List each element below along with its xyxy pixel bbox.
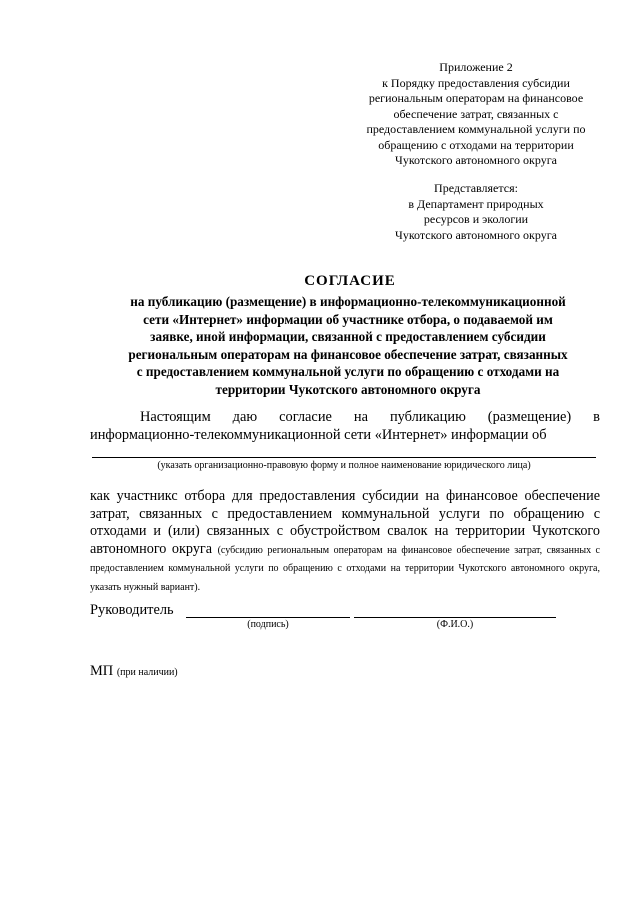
subtitle-line: региональным операторам на финансовое обеспечение затрат, связанных [128, 346, 568, 362]
consent-word: в [593, 409, 600, 425]
appendix-line: предоставлением коммунальной услуги по [366, 122, 586, 136]
consent-word: даю [232, 409, 258, 425]
organization-name-field[interactable] [92, 457, 596, 458]
subtitle-line: заявке, иной информации, связанной с предоставлением субсидии [150, 329, 546, 344]
consent-second-line: информационно-телекоммуникационной сети «Интернет» информации об [90, 427, 547, 443]
stamp-note: (при наличии) [116, 667, 178, 678]
consent-paragraph [90, 408, 600, 444]
appendix-line: Приложение 2 [439, 60, 513, 74]
addressee-line: ресурсов и экологии [423, 212, 529, 226]
document-subtitle [88, 293, 608, 398]
addressee-line: в Департамент природных [408, 196, 544, 211]
subtitle-line: сети «Интернет» информации об участнике отбора, о подаваемой им [143, 311, 553, 327]
stamp-label: МП [90, 663, 114, 679]
consent-word: публикацию [389, 409, 466, 425]
participant-text: как участникс отбора для предоставления субсидии на финансовое обеспечение затрат, связанных с предоставлением коммунальной услуги по обращению с отходами и (или) связанных с обустройством свалок на территории Чукотского автономного округа [90, 488, 600, 557]
appendix-line: к Порядку предоставления субсидии [382, 75, 570, 90]
signature-caption: (подпись) [247, 619, 289, 630]
addressee-block [352, 181, 600, 243]
addressee-line: Чукотского автономного округа [395, 227, 557, 242]
stamp-place [90, 663, 178, 680]
subtitle-line: территории Чукотского автономного округа [215, 381, 481, 397]
full-name-caption: (Ф.И.О.) [436, 619, 474, 630]
appendix-line: региональным операторам на финансовое [368, 91, 584, 105]
participant-note: (субсидию региональным операторам на финансовое обеспечение затрат, связанных с предоставлением коммунальной услуги по обращению с отходами на территории Чукотского автономного округа, указать нужный вариант). [90, 544, 600, 593]
consent-first-line [90, 408, 600, 426]
consent-word: (размещение) [487, 409, 572, 425]
addressee-line: Представляется: [434, 181, 518, 195]
signature-field[interactable] [186, 617, 350, 618]
head-label: Руководитель [90, 602, 174, 618]
appendix-block [352, 60, 600, 169]
organization-caption: (указать организационно-правовую форму и полное наименование юридического лица) [157, 460, 531, 471]
appendix-line: обращению с отходами на территории [378, 137, 574, 152]
document-title: СОГЛАСИЕ [304, 273, 396, 289]
participant-paragraph [90, 488, 600, 596]
full-name-field[interactable] [354, 617, 556, 618]
consent-word: Настоящим [140, 409, 211, 425]
consent-word: на [353, 409, 368, 425]
appendix-line: Чукотского автономного округа [395, 153, 557, 167]
subtitle-line: на публикацию (размещение) в информационно-телекоммуникационной [130, 294, 566, 309]
appendix-line: обеспечение затрат, связанных с [393, 106, 559, 121]
subtitle-line: с предоставлением коммунальной услуги по обращению с отходами на [136, 364, 560, 379]
consent-word: согласие [279, 409, 332, 425]
